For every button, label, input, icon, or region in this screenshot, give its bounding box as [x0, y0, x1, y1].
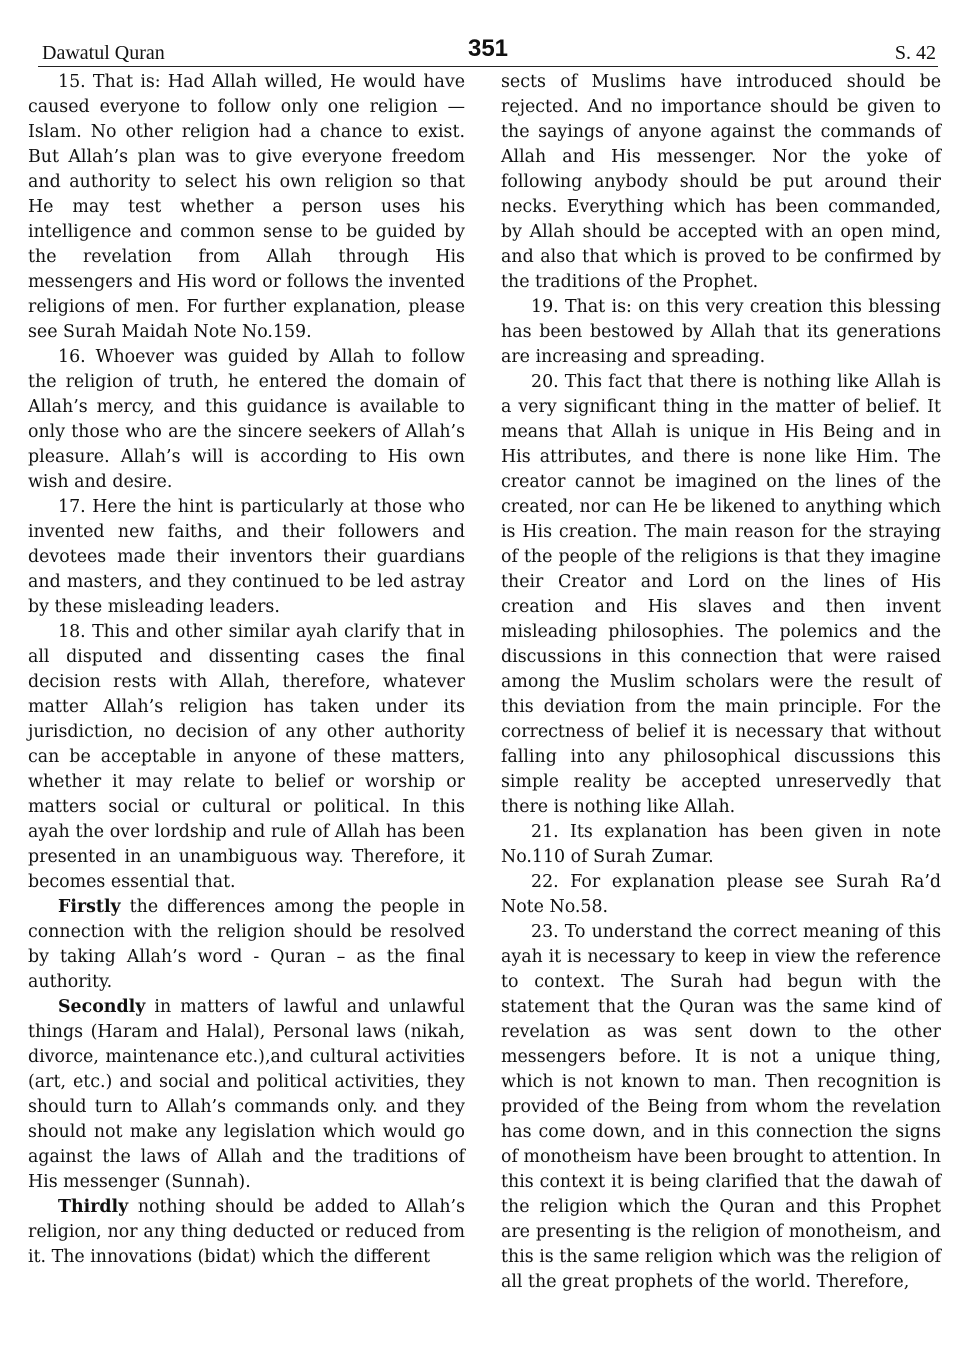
page-number: 351 — [467, 35, 509, 62]
bold-lead: Secondly — [58, 997, 146, 1017]
note-paragraph: 17. Here the hint is particularly at those who invented new faiths, and their followers and devotees made their inventors their guardians and masters, and they continued to be led astray by these misleading leaders. — [28, 497, 465, 617]
note-paragraph: Firstly the differences among the people in connection with the religion should be resolved by taking Allah’s word - Quran – as the final authority. — [28, 897, 465, 992]
note-paragraph: 23. To understand the correct meaning of this ayah it is necessary to keep in view the reference to context. The Surah had begun with the statement that the Quran was the same kind of revelation as was sent down to the other messengers before. It is not a unique thing, which is not known to man. Then recognition is provided of the Being from whom the revelation has come down, and in this connection the signs of monotheism have been brought to attention. In this context it is being clarified that the dawah of the religion which the Quran and this Prophet are presenting is the religion of monotheism, and this is the same religion which was the religion of all the great prophets of the world. Therefore, — [501, 922, 941, 1292]
note-paragraph: Thirdly nothing should be added to Allah’s religion, nor any thing deducted or reduced from it. The innovations (bidat) which the different — [28, 1197, 465, 1267]
note-paragraph: 16. Whoever was guided by Allah to follow the religion of truth, he entered the domain of Allah’s mercy, and this guidance is available to only those who are the sincere seekers of Allah’s pleasure. Allah’s will is according to His own wish and desire. — [28, 347, 465, 492]
note-paragraph: 20. This fact that there is nothing like Allah is a very significant thing in the matter of belief. It means that Allah is unique in His Being and in His attributes, and there is none like Him. The creator cannot be imagined on the lines of the created, nor can He be likened to anything which is His creation. The main reason for the straying of the people of the religions is that they imagine their Creator and Lord on the lines of His creation and His slaves and then invent misleading philosophies. The polemics and the discussions in this connection that were raised among the Muslim scholars were the result of this deviation from the main principle. For the correctness of belief it is necessary that without falling into any philosophical discussions this simple reality be accepted unreservedly that there is nothing like Allah. — [501, 372, 941, 817]
bold-lead: Firstly — [58, 897, 121, 917]
note-paragraph: 15. That is: Had Allah willed, He would have caused everyone to follow only one religion — Islam. No other religion had a chance to exist. But Allah’s plan was to give everyone freedom and authority to select his own religion so that He may test whether a person uses his intelligence and common sense to be guided by the revelation from Allah through His messengers and His word or follows the invented religions of men. For further explanation, please see Surah Maidah Note No.159. — [28, 72, 465, 342]
left-column — [28, 70, 465, 1270]
note-paragraph-continued: sects of Muslims have introduced should be rejected. And no importance should be given to the sayings of anyone against the commands of Allah and His messenger. Nor the yoke of following anybody should be put around their necks. Everything which has been commanded, by Allah should be accepted with an open mind, and also that which is proved to be confirmed by the traditions of the Prophet. — [501, 72, 941, 292]
note-paragraph: 22. For explanation please see Surah Ra’d Note No.58. — [501, 872, 941, 917]
page-header — [38, 34, 938, 67]
surah-number: S. 42 — [894, 42, 936, 64]
book-title: Dawatul Quran — [42, 42, 165, 64]
bold-lead: Thirdly — [58, 1197, 129, 1217]
note-paragraph: 18. This and other similar ayah clarify that in all disputed and dissenting cases the final decision rests with Allah, therefore, whatever matter Allah’s religion has taken under its jurisdiction, no decision of any other authority can be acceptable in anyone of these matters, whether it may relate to belief or worship or matters social or cultural or political. In this ayah the over lordship and rule of Allah has been presented in an unambiguous way. Therefore, it becomes essential that. — [28, 622, 465, 892]
note-paragraph: 19. That is: on this very creation this blessing has been bestowed by Allah that its generations are increasing and spreading. — [501, 297, 941, 367]
note-paragraph: 21. Its explanation has been given in note No.110 of Surah Zumar. — [501, 822, 941, 867]
note-paragraph: Secondly in matters of lawful and unlawful things (Haram and Halal), Personal laws (nikah, divorce, maintenance etc.),and cultural activities (art, etc.) and social and political activities, they should turn to Allah’s commands only. and they should not make any legislation which would go against the laws of Allah and the traditions of His messenger (Sunnah). — [28, 997, 465, 1192]
right-column — [501, 70, 941, 1295]
